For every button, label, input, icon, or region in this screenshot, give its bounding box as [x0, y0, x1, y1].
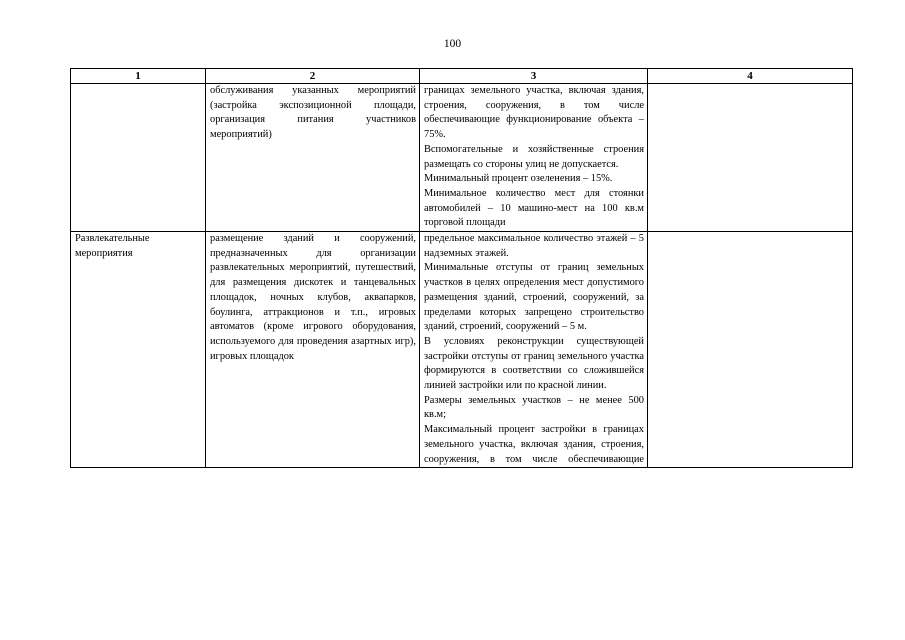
regulations-table	[70, 68, 853, 468]
parameter-paragraph: Максимальный процент застройки в границах земельного участка, включая здания, строения, сооружения, в том числе обеспечивающие	[424, 424, 644, 465]
description-text: обслуживания указанных мероприятий (застройка экспозиционной площади, организация питания участников мероприятий)	[210, 85, 416, 141]
column-header-2: 2	[206, 69, 420, 84]
row2-notes	[648, 232, 853, 468]
row2-description	[206, 232, 420, 468]
row1-parameters	[420, 84, 648, 232]
row1-description	[206, 84, 420, 232]
row2-parameters	[420, 232, 648, 468]
row1-use-type	[71, 84, 206, 232]
parameter-paragraph: Минимальный процент озеленения – 15%.	[424, 173, 613, 185]
parameter-paragraph: предельное максимальное количество этажей – 5 надземных этажей.	[424, 233, 644, 259]
description-text: размещение зданий и сооружений, предназначенных для организации развлекательных мероприятий, путешествий, для размещения дискотек и танцевальных площадок, ночных клубов, аквапарков, боулинга, аттракционов и т.п., игровых автоматов (кроме игрового оборудования, используемого для проведения азартных игр), игровых площадок	[210, 233, 416, 362]
column-header-1: 1	[71, 69, 206, 84]
column-header-4: 4	[648, 69, 853, 84]
parameter-paragraph: границах земельного участка, включая здания, строения, сооружения, в том числе обеспечивающие функционирование объекта – 75%.	[424, 85, 644, 141]
column-header-3: 3	[420, 69, 648, 84]
use-type-label: Развлекательные мероприятия	[75, 233, 150, 259]
row2-use-type	[71, 232, 206, 468]
parameter-paragraph: Размеры земельных участков – не менее 500 кв.м;	[424, 394, 644, 421]
table-header-row	[71, 69, 853, 84]
row1-notes	[648, 84, 853, 232]
table-row	[71, 84, 853, 232]
parameter-paragraph: Минимальные отступы от границ земельных участков в целях определения мест допустимого размещения зданий, строений, сооружений, за пределами которых запрещено строительство зданий, строений, сооружений – 5 м.	[424, 262, 644, 333]
parameter-paragraph: Минимальное количество мест для стоянки автомобилей – 10 машино-мест на 100 кв.м торговой площади	[424, 187, 644, 229]
parameter-paragraph: Вспомогательные и хозяйственные строения размещать со стороны улиц не допускается.	[424, 143, 644, 170]
table-row	[71, 232, 853, 468]
page-number: 100	[443, 38, 462, 50]
parameter-paragraph: В условиях реконструкции существующей застройки отступы от границ земельного участка формируются в соответствии со сложившейся линией застройки или по красной линии.	[424, 335, 644, 392]
